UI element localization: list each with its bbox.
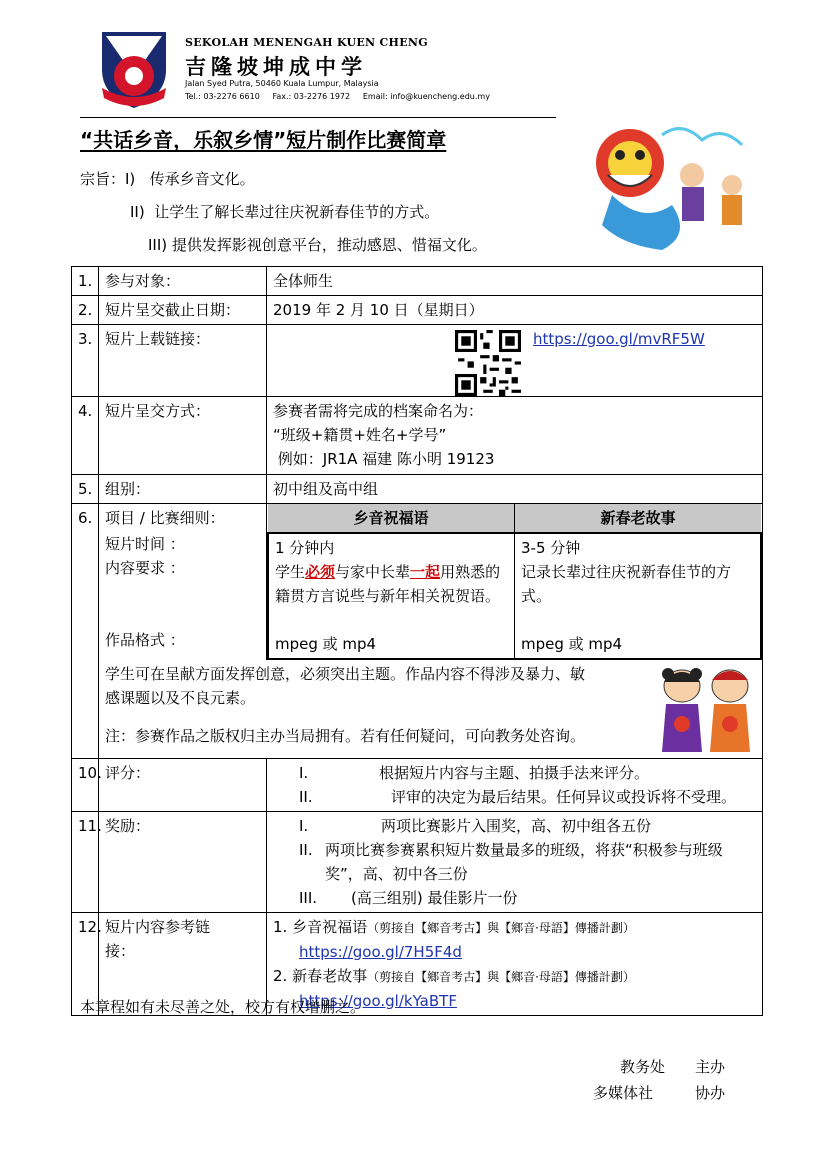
greeting-format: mpeg 或 mp4 — [275, 635, 377, 653]
table-row — [72, 758, 763, 811]
school-address: Jalan Syed Putra, 50460 Kuala Lumpur, Malaysia — [185, 79, 379, 88]
creative-note: 学生可在呈献方面发挥创意，必须突出主题。作品内容不得涉及暴力、敏感课题以及不良元素。 — [105, 665, 586, 707]
list-item: I. 两项比赛影片入围奖，高、初中组各五份 — [299, 816, 652, 835]
row-number: 1. — [72, 267, 99, 296]
subtable-header — [268, 504, 761, 533]
row-value — [267, 325, 763, 397]
school-name-en: SEKOLAH MENENGAH KUEN CHENG — [185, 36, 428, 49]
objective-1: 宗旨：I) 传承乡音文化。 — [80, 170, 255, 188]
row-number: 11. — [72, 811, 99, 912]
reference-item: 2. 新春老故事（剪接自【鄉音考古】與【鄉音·母語】傳播計劃） — [273, 966, 635, 985]
col-header-greeting: 乡音祝福语 — [268, 504, 515, 533]
objective-3: III) 提供发挥影视创意平台，推动感恩、惜福文化。 — [148, 236, 487, 254]
category-detail — [267, 504, 763, 661]
row-number: 12. — [72, 912, 99, 1015]
reference-item: 1. 乡音祝福语（剪接自【鄉音考古】與【鄉音·母語】傳播計劃） — [273, 917, 635, 936]
row-label: 短片呈交截止日期： — [99, 296, 267, 325]
naming-format: “班级+籍贯+姓名+学号” — [273, 426, 447, 444]
organizer-name: 教务处 — [620, 1058, 666, 1076]
copyright-note: 注：参赛作品之版权归主办当局拥有。若有任何疑问，可向教务处咨询。 — [105, 727, 586, 745]
col-header-story: 新春老故事 — [515, 504, 762, 533]
row-label: 短片内容参考链接： — [99, 912, 267, 1015]
sub-label-content: 内容要求 ： — [105, 559, 185, 577]
qr-code-icon — [455, 330, 521, 396]
row-number: 3. — [72, 325, 99, 397]
school-name-cn: 吉隆坡坤成中学 — [185, 54, 367, 79]
table-row — [72, 660, 763, 758]
row-label: 组别： — [99, 475, 267, 504]
organizer-role: 主办 — [695, 1058, 726, 1076]
school-logo — [98, 30, 170, 110]
list-item: II. 评审的决定为最后结果。任何异议或投诉将不受理。 — [299, 787, 737, 806]
emphasis-must: 必须 — [305, 563, 336, 581]
row-number: 4. — [72, 397, 99, 475]
sub-label-time: 短片时间 ： — [105, 535, 185, 553]
row-value: 全体师生 — [267, 267, 763, 296]
header-divider — [80, 117, 556, 118]
row-number: 2. — [72, 296, 99, 325]
table-row — [72, 267, 763, 296]
row-value — [267, 397, 763, 475]
row-value: 初中组及高中组 — [267, 475, 763, 504]
story-time: 3-5 分钟 — [521, 539, 581, 557]
greeting-time: 1 分钟内 — [275, 539, 335, 557]
row-value — [267, 758, 763, 811]
children-illustration — [654, 664, 758, 756]
table-row — [72, 504, 763, 661]
sub-label-format: 作品格式 ： — [105, 631, 185, 649]
greeting-detail — [268, 533, 515, 659]
story-format: mpeg 或 mp4 — [521, 635, 623, 653]
category-subtable — [267, 504, 762, 660]
list-item: II. 两项比赛参赛累积短片数量最多的班级，将获“积极参与班级奖”，高、初中各三份 — [299, 840, 723, 883]
category-label: 项目 / 比赛细则： — [105, 509, 225, 527]
subtable-body — [268, 533, 761, 659]
row-label: 奖励： — [99, 811, 267, 912]
row-number: 6. — [72, 504, 99, 759]
table-row — [72, 296, 763, 325]
table-row — [72, 325, 763, 397]
upload-link[interactable]: https://goo.gl/mvRF5W — [533, 330, 705, 348]
greeting-content: 学生必须与家中长辈一起用熟悉的籍贯方言说些与新年相关祝贺语。 — [275, 563, 501, 605]
closing-statement: 本章程如有未尽善之处，校方有权增删之。 — [80, 998, 366, 1016]
row-number: 5. — [72, 475, 99, 504]
row-label — [99, 504, 267, 661]
school-contact: Tel.: 03-2276 6610 Fax.: 03-2276 1972 Email: info@kuencheng.edu.my — [185, 92, 490, 101]
row-label: 参与对象： — [99, 267, 267, 296]
story-content: 记录长辈过往庆祝新春佳节的方式。 — [521, 563, 732, 605]
rules-table — [71, 266, 763, 1016]
co-organizer-role: 协办 — [695, 1084, 726, 1102]
emphasis-together: 一起 — [410, 563, 441, 581]
document-title: “共话乡音，乐叙乡情”短片制作比赛简章 — [80, 128, 447, 152]
objective-2: II) 让学生了解长辈过往庆祝新春佳节的方式。 — [130, 203, 440, 221]
naming-instruction: 参赛者需将完成的档案命名为： — [273, 402, 484, 420]
list-item: III. (高三组别) 最佳影片一份 — [299, 888, 518, 907]
list-item: I. 根据短片内容与主题、拍摄手法来评分。 — [299, 763, 650, 782]
row-label: 短片上载链接： — [99, 325, 267, 397]
story-detail — [515, 533, 762, 659]
table-row — [72, 475, 763, 504]
row-label: 短片呈交方式： — [99, 397, 267, 475]
row-value: 2019 年 2 月 10 日（星期日） — [267, 296, 763, 325]
co-organizer-name: 多媒体社 — [593, 1084, 654, 1102]
lion-dance-illustration — [572, 115, 762, 255]
row-label: 评分： — [99, 758, 267, 811]
category-notes — [99, 660, 763, 758]
table-row — [72, 811, 763, 912]
row-number: 10. — [72, 758, 99, 811]
row-value — [267, 811, 763, 912]
table-row — [72, 397, 763, 475]
naming-example: 例如：JR1A 福建 陈小明 19123 — [273, 450, 495, 468]
reference-link-1[interactable]: https://goo.gl/7H5F4d — [299, 942, 462, 961]
reference-link-2[interactable]: https://goo.gl/kYaBTF — [299, 991, 457, 1010]
